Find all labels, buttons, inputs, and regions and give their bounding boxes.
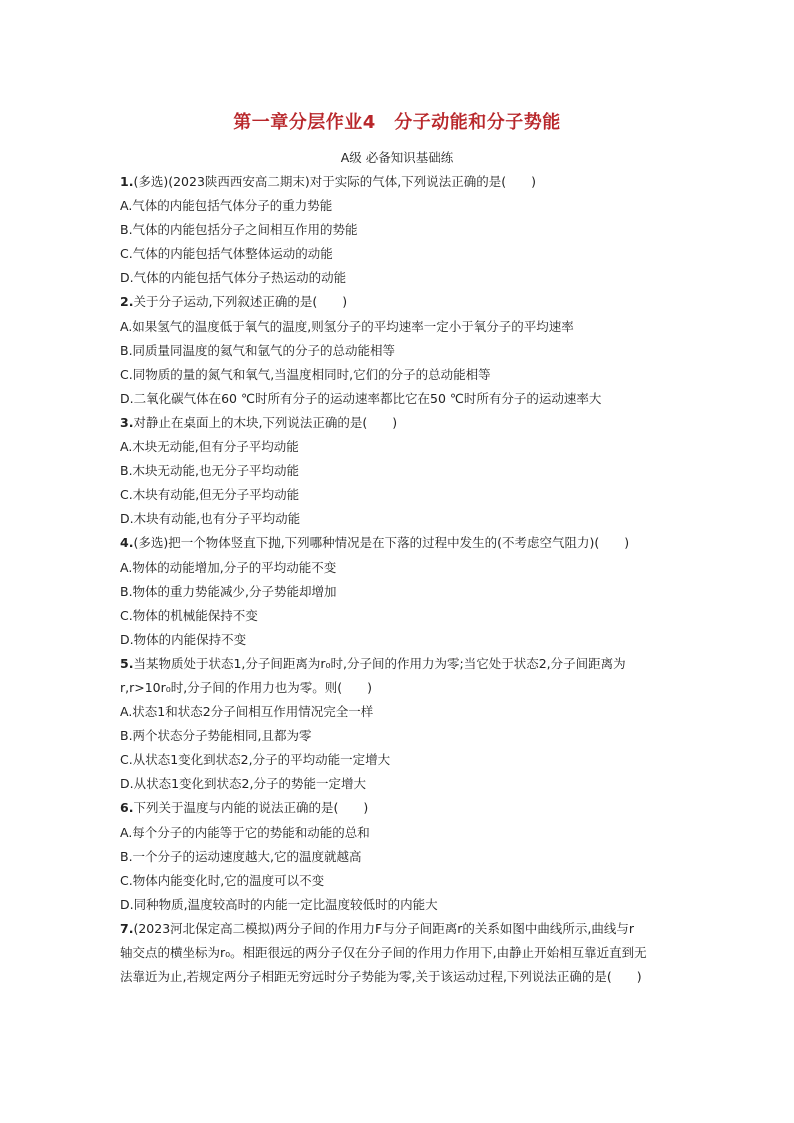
question-stem: 下列关于温度与内能的说法正确的是( ) (133, 800, 369, 816)
option-c: C.物体的机械能保持不变 (120, 607, 258, 623)
option-a: A.物体的动能增加,分子的平均动能不变 (120, 559, 337, 575)
option-c: C.气体的内能包括气体整体运动的动能 (120, 246, 333, 262)
question-number: 7. (120, 920, 134, 936)
option-c: C.同物质的量的氮气和氧气,当温度相同时,它们的分子的总动能相等 (120, 366, 491, 382)
page-title: 第一章分层作业4 分子动能和分子势能 (233, 112, 561, 133)
question-stem-line-2: r,r>10r₀时,分子间的作用力也为零。则( ) (120, 679, 373, 695)
question-number: 3. (120, 414, 134, 430)
option-c: C.从状态1变化到状态2,分子的平均动能一定增大 (120, 752, 391, 768)
question-list (120, 170, 695, 989)
question-2 (120, 290, 695, 410)
option-b: B.两个状态分子势能相同,且都为零 (120, 728, 312, 744)
question-stem: (多选)(2023陕西西安高二期末)对于实际的气体,下列说法正确的是( ) (133, 174, 536, 189)
question-stem-line-1: (2023河北保定高二模拟)两分子间的作用力F与分子间距离r的关系如图中曲线所示,曲线与r (133, 920, 634, 936)
question-5 (120, 652, 695, 797)
option-b: B.气体的内能包括分子之间相互作用的势能 (120, 222, 358, 238)
question-stem: 关于分子运动,下列叙述正确的是( ) (133, 294, 348, 310)
option-d: D.同种物质,温度较高时的内能一定比温度较低时的内能大 (120, 896, 438, 912)
question-3 (120, 411, 695, 531)
question-1 (120, 170, 695, 290)
question-stem: (多选)把一个物体竖直下抛,下列哪种情况是在下落的过程中发生的(不考虑空气阻力)( ) (133, 535, 630, 551)
option-d: D.气体的内能包括气体分子热运动的动能 (120, 270, 347, 286)
option-c: C.物体内能变化时,它的温度可以不变 (120, 872, 325, 888)
option-b: B.物体的重力势能减少,分子势能却增加 (120, 583, 337, 599)
question-number: 5. (120, 655, 134, 671)
option-d: D.从状态1变化到状态2,分子的势能一定增大 (120, 776, 366, 792)
option-d: D.木块有动能,也有分子平均动能 (120, 511, 301, 527)
question-stem: 对静止在桌面上的木块,下列说法正确的是( ) (133, 414, 398, 430)
question-number: 4. (120, 535, 134, 551)
option-b: B.木块无动能,也无分子平均动能 (120, 463, 300, 479)
question-number: 2. (120, 294, 134, 310)
question-stem-line-3: 法靠近为止,若规定两分子相距无穷远时分子势能为零,关于该运动过程,下列说法正确的是( ) (120, 969, 642, 985)
option-d: D.物体的内能保持不变 (120, 631, 247, 647)
option-b: B.一个分子的运动速度越大,它的温度就越高 (120, 848, 362, 864)
question-number: 6. (120, 800, 134, 816)
option-a: A.状态1和状态2分子间相互作用情况完全一样 (120, 704, 374, 720)
question-stem-line-1: 当某物质处于状态1,分子间距离为r₀时,分子间的作用力为零;当它处于状态2,分子间距离为 (133, 655, 626, 671)
option-d: D.二氧化碳气体在60 ℃时所有分子的运动速率都比它在50 ℃时所有分子的运动速率大 (120, 390, 602, 406)
question-6 (120, 796, 695, 916)
option-a: A.每个分子的内能等于它的势能和动能的总和 (120, 824, 370, 840)
section-heading: A级 必备知识基础练 (340, 150, 454, 165)
option-c: C.木块有动能,但无分子平均动能 (120, 487, 300, 503)
question-number: 1. (120, 174, 134, 189)
question-4 (120, 531, 695, 651)
option-a: A.气体的内能包括气体分子的重力势能 (120, 198, 333, 214)
question-stem-line-2: 轴交点的横坐标为r₀。相距很远的两分子仅在分子间的作用力作用下,由静止开始相互靠近直到无 (120, 945, 647, 960)
option-a: A.如果氢气的温度低于氧气的温度,则氢分子的平均速率一定小于氧分子的平均速率 (120, 318, 574, 334)
option-a: A.木块无动能,但有分子平均动能 (120, 439, 299, 455)
option-b: B.同质量同温度的氦气和氩气的分子的总动能相等 (120, 342, 396, 358)
question-7 (120, 917, 695, 989)
